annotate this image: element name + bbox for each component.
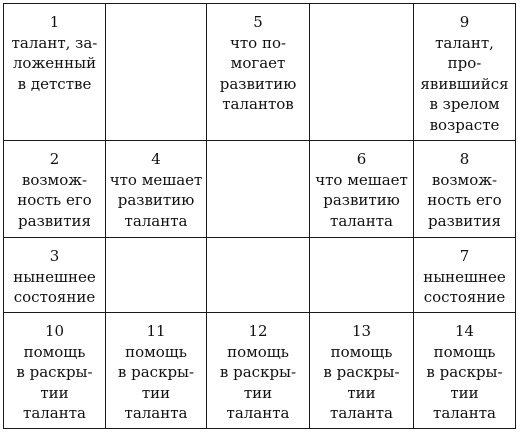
table-cell — [4, 4, 106, 141]
cell-number: 3 — [49, 247, 60, 265]
table-cell — [4, 313, 106, 429]
talent-grid-table — [3, 3, 516, 429]
cell-number: 10 — [44, 322, 65, 340]
table-row — [4, 238, 516, 313]
cell-number: 6 — [356, 150, 367, 168]
cell-number: 5 — [253, 13, 263, 31]
cell-text: что по- могает развитию талантов — [219, 33, 297, 113]
cell-text: возмож- ность его развития — [17, 170, 92, 230]
cell-number: 2 — [49, 150, 60, 168]
table-cell — [414, 141, 516, 238]
table-cell — [414, 4, 516, 141]
table-cell — [310, 4, 414, 141]
cell-text: помощь в раскры- тии таланта — [323, 342, 400, 422]
cell-text: возмож- ность его развития — [427, 170, 502, 230]
cell-number: 4 — [151, 150, 161, 168]
cell-text: помощь в раскры- тии таланта — [16, 342, 93, 422]
table-cell — [4, 141, 106, 238]
table-cell — [310, 238, 414, 313]
cell-number: 7 — [459, 247, 470, 265]
table-cell — [310, 313, 414, 429]
cell-number: 8 — [459, 150, 470, 168]
cell-number: 12 — [248, 322, 268, 340]
table-cell — [414, 313, 516, 429]
cell-text: помощь в раскры- тии таланта — [219, 342, 297, 422]
cell-text: талант, про- явившийся в зрелом возрасте — [420, 33, 509, 134]
table-cell — [310, 141, 414, 238]
cell-text: помощь в раскры- тии таланта — [426, 342, 503, 422]
table-cell — [106, 238, 207, 313]
table-cell — [106, 141, 207, 238]
cell-text: нынешнее состояние — [13, 267, 96, 306]
table-cell — [207, 313, 310, 429]
cell-text: что мешает развитию таланта — [315, 170, 408, 230]
table-row — [4, 4, 516, 141]
cell-text: нынешнее состояние — [423, 267, 506, 306]
cell-number: 14 — [454, 322, 475, 340]
cell-number: 9 — [459, 13, 470, 31]
cell-number: 13 — [351, 322, 372, 340]
table-cell — [207, 238, 310, 313]
cell-text: талант, за- ложенный в детстве — [11, 33, 98, 93]
table-row — [4, 313, 516, 429]
table-cell — [4, 238, 106, 313]
cell-number: 11 — [146, 322, 166, 340]
cell-number: 1 — [49, 13, 60, 31]
table-cell — [207, 4, 310, 141]
table-row — [4, 141, 516, 238]
table-cell — [207, 141, 310, 238]
cell-text: что мешает развитию таланта — [109, 170, 203, 230]
cell-text: помощь в раскры- тии таланта — [117, 342, 195, 422]
table-cell — [106, 4, 207, 141]
table-cell — [414, 238, 516, 313]
table-cell — [106, 313, 207, 429]
